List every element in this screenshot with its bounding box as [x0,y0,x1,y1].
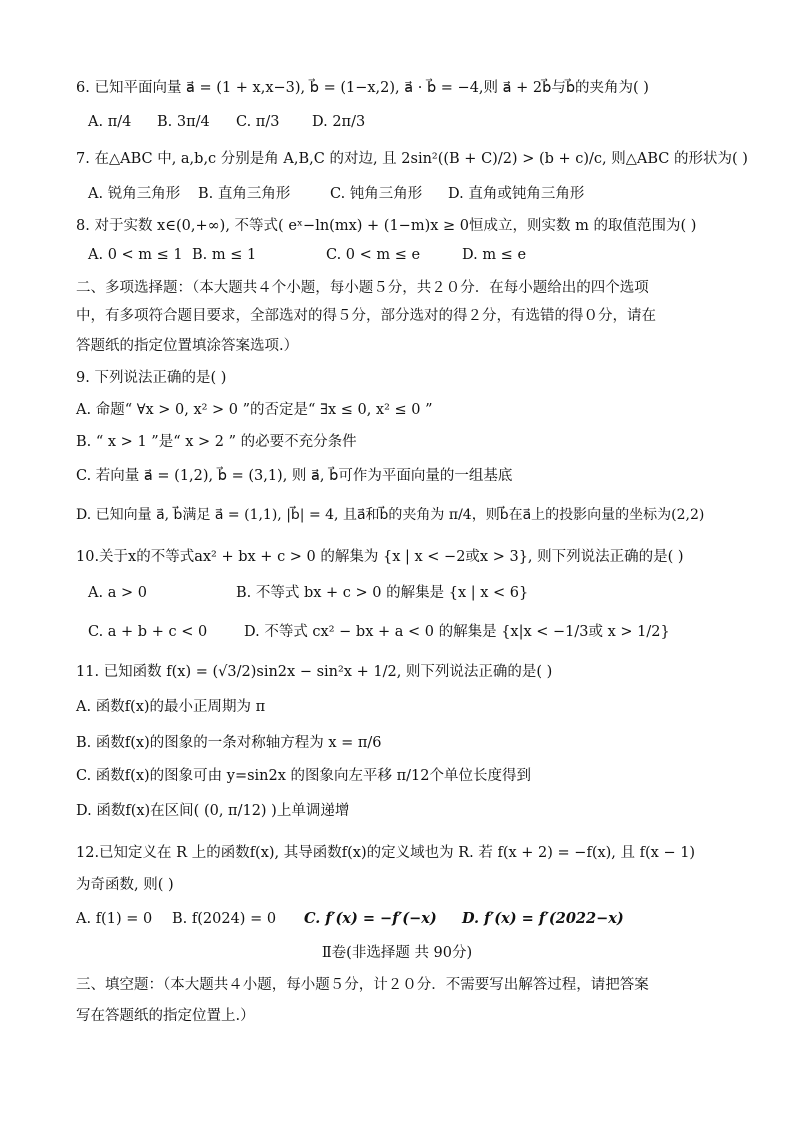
q11-option-d: D. 函数f(x)在区间( (0, π/12) )上单调递增 [76,803,350,819]
q12-option-c: C. f′(x) = −f′(−x) [304,910,437,927]
q8-option-d: D. m ≤ e [462,247,527,263]
section2-heading-line3: 答题纸的指定位置填涂答案选项.） [76,338,299,354]
q6-option-a: A. π/4 [88,114,132,130]
q6-option-b: B. 3π/4 [157,114,210,130]
q9-option-c: C. 若向量 a⃗ = (1,2), b⃗ = (3,1), 则 a⃗, b⃗可作为平面向量的一组基底 [76,468,513,484]
q9-option-b: B. “ x > 1 ”是“ x > 2 ” 的必要不充分条件 [76,434,357,450]
q7-option-c: C. 钝角三角形 [330,186,423,202]
section3-heading-line2: 写在答题纸的指定位置上.） [76,1008,255,1024]
q12-option-a: A. f(1) = 0 [76,911,153,927]
q10-stem: 10.关于x的不等式ax² + bx + c > 0 的解集为 {x | x < −2或x > 3}, 则下列说法正确的是( ) [76,549,684,565]
q9-option-a: A. 命题“ ∀x > 0, x² > 0 ”的否定是“ ∃x ≤ 0, x² ≤ 0 ” [76,402,433,418]
section2-heading-line2: 中，有多项符合题目要求，全部选对的得５分，部分选对的得２分，有选错的得０分，请在 [76,308,656,324]
q11-option-c: C. 函数f(x)的图象可由 y=sin2x 的图象向左平移 π/12个单位长度得到 [76,768,532,784]
part2-title: Ⅱ卷(非选择题 共 90分) [321,945,473,961]
q9-stem: 9. 下列说法正确的是( ) [76,370,227,386]
q6-option-c: C. π/3 [236,114,280,130]
q7-option-b: B. 直角三角形 [198,186,291,202]
q12-option-d: D. f′(x) = f′(2022−x) [462,910,624,927]
q8-stem: 8. 对于实数 x∈(0,+∞), 不等式( eˣ−ln(mx) + (1−m)x ≥ 0恒成立，则实数 m 的取值范围为( ) [76,218,697,234]
q6-option-d: D. 2π/3 [312,114,366,130]
q12-option-b: B. f(2024) = 0 [172,911,277,927]
q8-option-b: B. m ≤ 1 [192,247,257,263]
q10-option-b: B. 不等式 bx + c > 0 的解集是 {x | x < 6} [236,585,529,601]
q9-option-d: D. 已知向量 a⃗, b⃗满足 a⃗ = (1,1), |b⃗| = 4, 且a⃗和b⃗的夹角为 π/4，则b⃗在a⃗上的投影向量的坐标为(2,2) [76,507,705,523]
section3-heading-line1: 三、填空题：（本大题共４小题，每小题５分，计２０分．不需要写出解答过程，请把答案 [76,977,649,993]
q10-option-d: D. 不等式 cx² − bx + a < 0 的解集是 {x|x < −1/3或 x > 1/2} [244,624,670,640]
q12-stem-line1: 12.已知定义在 R 上的函数f(x), 其导函数f(x)的定义域也为 R. 若 f(x + 2) = −f(x), 且 f(x − 1) [76,845,696,861]
q11-stem: 11. 已知函数 f(x) = (√3/2)sin2x − sin²x + 1/2, 则下列说法正确的是( ) [76,664,553,680]
q6-stem: 6. 已知平面向量 a⃗ = (1 + x,x−3), b⃗ = (1−x,2), a⃗ · b⃗ = −4,则 a⃗ + 2b⃗与b⃗的夹角为( ) [76,80,649,96]
q8-option-a: A. 0 < m ≤ 1 [88,247,183,263]
section2-heading-line1: 二、多项选择题：（本大题共４个小题，每小题５分，共２０分．在每小题给出的四个选项 [76,280,649,296]
q12-stem-line2: 为奇函数, 则( ) [76,877,174,893]
q7-stem: 7. 在△ABC 中, a,b,c 分别是角 A,B,C 的对边, 且 2sin²((B + C)/2) > (b + c)/c, 则△ABC 的形状为( ) [76,151,748,167]
q11-option-a: A. 函数f(x)的最小正周期为 π [76,699,266,715]
q8-option-c: C. 0 < m ≤ e [326,247,421,263]
q10-option-c: C. a + b + c < 0 [88,624,208,640]
q7-option-a: A. 锐角三角形 [88,186,181,202]
q10-option-a: A. a > 0 [88,585,147,601]
q7-option-d: D. 直角或钝角三角形 [448,186,585,202]
q11-option-b: B. 函数f(x)的图象的一条对称轴方程为 x = π/6 [76,735,382,751]
